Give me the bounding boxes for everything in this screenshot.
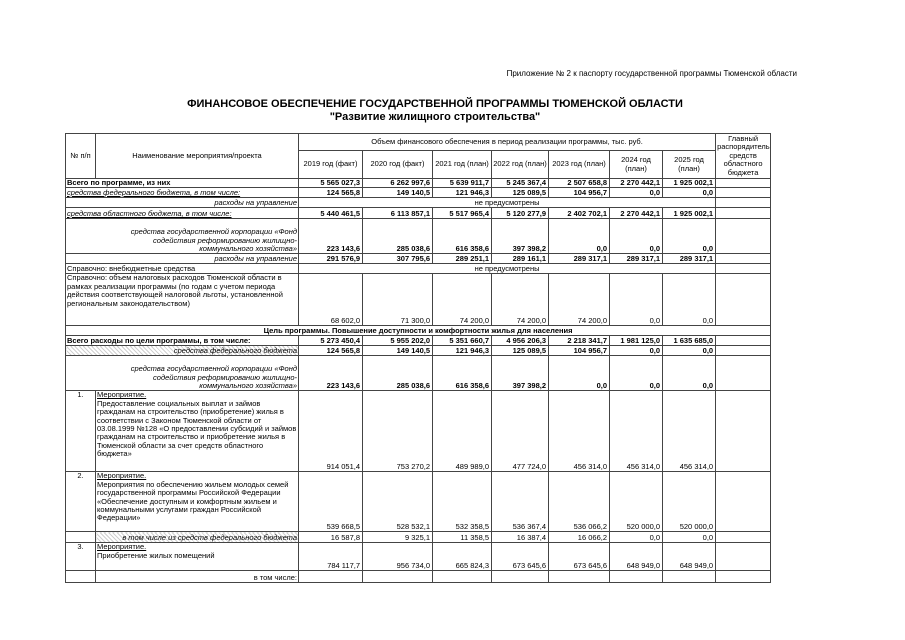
header-num: № п/п [66, 134, 96, 179]
cell: 648 949,0 [610, 543, 663, 571]
row-goal [66, 326, 771, 336]
cell: 104 956,7 [549, 188, 610, 198]
row-measure-2 [66, 472, 771, 532]
cell: 16 387,4 [492, 532, 549, 543]
cell: 289 317,1 [549, 254, 610, 264]
cell: 2 507 658,8 [549, 179, 610, 188]
document-title [0, 98, 870, 124]
row-fund [66, 219, 771, 254]
row-goal-fed [66, 346, 771, 356]
cell: 0,0 [610, 346, 663, 356]
cell: 68 602,0 [299, 274, 363, 326]
row-goal-total [66, 336, 771, 346]
cell: 16 587,8 [299, 532, 363, 543]
measure-head: Мероприятие. [97, 471, 147, 481]
cell: 0,0 [610, 274, 663, 326]
cell: 536 066,2 [549, 472, 610, 532]
goal-heading: Цель программы. Повышение доступности и комфортности жилья для населения [66, 326, 771, 336]
cell: 6 113 857,1 [363, 208, 433, 219]
row-reg-mgmt [66, 254, 771, 264]
cell: 0,0 [663, 532, 716, 543]
row-label: в том числе: [96, 571, 299, 583]
note-not-provided: не предусмотрены [299, 198, 716, 208]
header-volume: Объем финансового обеспечения в период реализации программы, тыс. руб. [299, 134, 716, 151]
header-2020: 2020 год (факт) [363, 151, 433, 179]
header-2019: 2019 год (факт) [299, 151, 363, 179]
cell: 74 200,0 [549, 274, 610, 326]
cell: 307 795,6 [363, 254, 433, 264]
cell: 1 981 125,0 [610, 336, 663, 346]
cell: 0,0 [610, 532, 663, 543]
cell: 520 000,0 [610, 472, 663, 532]
cell: 2 270 442,1 [610, 208, 663, 219]
cell: 397 398,2 [492, 219, 549, 254]
cell: 4 956 206,3 [492, 336, 549, 346]
cell: 536 367,4 [492, 472, 549, 532]
cell: 665 824,3 [433, 543, 492, 571]
cell: 16 066,2 [549, 532, 610, 543]
cell: 956 734,0 [363, 543, 433, 571]
cell: 0,0 [663, 274, 716, 326]
header-2023: 2023 год (план) [549, 151, 610, 179]
cell: 0,0 [610, 219, 663, 254]
cell: 289 317,1 [610, 254, 663, 264]
title-line-1: ФИНАНСОВОЕ ОБЕСПЕЧЕНИЕ ГОСУДАРСТВЕННОЙ ПРОГРАММЫ ТЮМЕНСКОЙ ОБЛАСТИ [187, 98, 683, 110]
measure-description [96, 391, 299, 472]
cell: 397 398,2 [492, 356, 549, 391]
cell: 149 140,5 [363, 346, 433, 356]
measure-num: 1. [66, 391, 96, 472]
measure-head: Мероприятие. [97, 542, 147, 552]
row-measure-1 [66, 391, 771, 472]
row-label: средства федерального бюджета [66, 346, 299, 356]
row-label: расходы на управление [66, 198, 299, 208]
measure-description [96, 472, 299, 532]
cell: 520 000,0 [663, 472, 716, 532]
cell: 5 565 027,3 [299, 179, 363, 188]
cell: 2 270 442,1 [610, 179, 663, 188]
measure-description [96, 543, 299, 571]
cell: 285 038,6 [363, 356, 433, 391]
cell: 11 358,5 [433, 532, 492, 543]
appendix-note: Приложение № 2 к паспорту государственной программы Тюменской области [506, 69, 797, 78]
row-fed-mgmt [66, 198, 771, 208]
cell: 673 645,6 [492, 543, 549, 571]
cell: 1 925 002,1 [663, 179, 716, 188]
cell: 477 724,0 [492, 391, 549, 472]
cell: 2 402 702,1 [549, 208, 610, 219]
row-label: средства федерального бюджета, в том числе: [66, 188, 299, 198]
cell: 456 314,0 [610, 391, 663, 472]
cell: 456 314,0 [549, 391, 610, 472]
note-not-provided: не предусмотрены [299, 264, 716, 274]
cell: 1 925 002,1 [663, 208, 716, 219]
cell: 5 955 202,0 [363, 336, 433, 346]
cell: 489 989,0 [433, 391, 492, 472]
cell: 5 273 450,4 [299, 336, 363, 346]
cell: 5 440 461,5 [299, 208, 363, 219]
cell: 289 317,1 [663, 254, 716, 264]
row-label: средства государственной корпорации «Фонд содействия реформированию жилищно-коммунального хозяйства» [66, 356, 299, 391]
cell: 104 956,7 [549, 346, 610, 356]
cell: 616 358,6 [433, 219, 492, 254]
header-2024: 2024 год (план) [610, 151, 663, 179]
cell: 124 565,8 [299, 188, 363, 198]
cell: 539 668,5 [299, 472, 363, 532]
row-measure-3 [66, 543, 771, 571]
cell: 532 358,5 [433, 472, 492, 532]
cell: 289 161,1 [492, 254, 549, 264]
measure-text: Приобретение жилых помещений [97, 550, 215, 560]
financing-table [65, 133, 771, 583]
cell: 0,0 [549, 219, 610, 254]
cell: 291 576,9 [299, 254, 363, 264]
row-fed [66, 188, 771, 198]
row-label: средства государственной корпорации «Фонд содействия реформированию жилищно-коммунального хозяйства» [66, 219, 299, 254]
row-label: Всего расходы по цели программы, в том числе: [66, 336, 299, 346]
cell: 0,0 [663, 356, 716, 391]
header-2021: 2021 год (план) [433, 151, 492, 179]
cell: 673 645,6 [549, 543, 610, 571]
row-label: расходы на управление [66, 254, 299, 264]
row-label: в том числе из средств федерального бюджета [96, 532, 299, 543]
row-reg [66, 208, 771, 219]
row-label: средства областного бюджета, в том числе: [66, 208, 299, 219]
cell: 121 946,3 [433, 346, 492, 356]
cell: 285 038,6 [363, 219, 433, 254]
header-2022: 2022 год (план) [492, 151, 549, 179]
cell: 0,0 [663, 188, 716, 198]
cell: 753 270,2 [363, 391, 433, 472]
row-measure-2-fed [66, 532, 771, 543]
cell: 223 143,6 [299, 219, 363, 254]
header-2025: 2025 год (план) [663, 151, 716, 179]
cell: 5 245 367,4 [492, 179, 549, 188]
cell: 528 532,1 [363, 472, 433, 532]
cell: 71 300,0 [363, 274, 433, 326]
row-tax [66, 274, 771, 326]
measure-num: 3. [66, 543, 96, 571]
cell: 5 639 911,7 [433, 179, 492, 188]
row-total [66, 179, 771, 188]
cell: 648 949,0 [663, 543, 716, 571]
cell: 5 120 277,9 [492, 208, 549, 219]
cell: 0,0 [610, 356, 663, 391]
measure-text: Предоставление социальных выплат и займов гражданам на строительство (приобретение) жилья в соответствии с Законом Тюменской области от 03.08.1999 №128 «О предоставлении субсидий и займов гражданам на строительство и приобретение жилья в Тюменской области за счет средств областного бюджета» [97, 398, 297, 459]
cell: 74 200,0 [492, 274, 549, 326]
cell: 914 051,4 [299, 391, 363, 472]
row-label: Справочно: объем налоговых расходов Тюменской области в рамках реализации программы (по годам с учетом периода действия соответствующей налоговой льготы, установленной региональным законодательством) [66, 274, 299, 326]
row-offbudget [66, 264, 771, 274]
header-name: Наименование мероприятия/проекта [96, 134, 299, 179]
row-measure-3-incl [66, 571, 771, 583]
cell: 223 143,6 [299, 356, 363, 391]
row-label: Всего по программе, из них [66, 179, 299, 188]
title-line-2: "Развитие жилищного строительства" [329, 111, 541, 123]
cell: 125 089,5 [492, 346, 549, 356]
cell: 2 218 341,7 [549, 336, 610, 346]
cell: 5 517 965,4 [433, 208, 492, 219]
measure-num: 2. [66, 472, 96, 532]
cell: 289 251,1 [433, 254, 492, 264]
cell: 121 946,3 [433, 188, 492, 198]
cell: 0,0 [663, 346, 716, 356]
cell: 74 200,0 [433, 274, 492, 326]
cell: 124 565,8 [299, 346, 363, 356]
cell: 0,0 [610, 188, 663, 198]
cell: 1 635 685,0 [663, 336, 716, 346]
cell: 125 089,5 [492, 188, 549, 198]
measure-head: Мероприятие. [97, 390, 147, 400]
cell: 456 314,0 [663, 391, 716, 472]
cell: 6 262 997,6 [363, 179, 433, 188]
cell: 5 351 660,7 [433, 336, 492, 346]
cell: 616 358,6 [433, 356, 492, 391]
cell: 0,0 [663, 219, 716, 254]
cell: 9 325,1 [363, 532, 433, 543]
cell: 149 140,5 [363, 188, 433, 198]
measure-text: Мероприятия по обеспечению жильем молодых семей государственной программы Российской Федерации «Обеспечение доступным и комфортным жильем и коммунальными услугами граждан Российской Федерации» [97, 479, 289, 523]
row-label: Справочно: внебюджетные средства [66, 264, 299, 274]
header-manager: Главный распорядитель средств областного бюджета [717, 133, 770, 177]
cell: 784 117,7 [299, 543, 363, 571]
cell: 0,0 [549, 356, 610, 391]
row-goal-fund [66, 356, 771, 391]
